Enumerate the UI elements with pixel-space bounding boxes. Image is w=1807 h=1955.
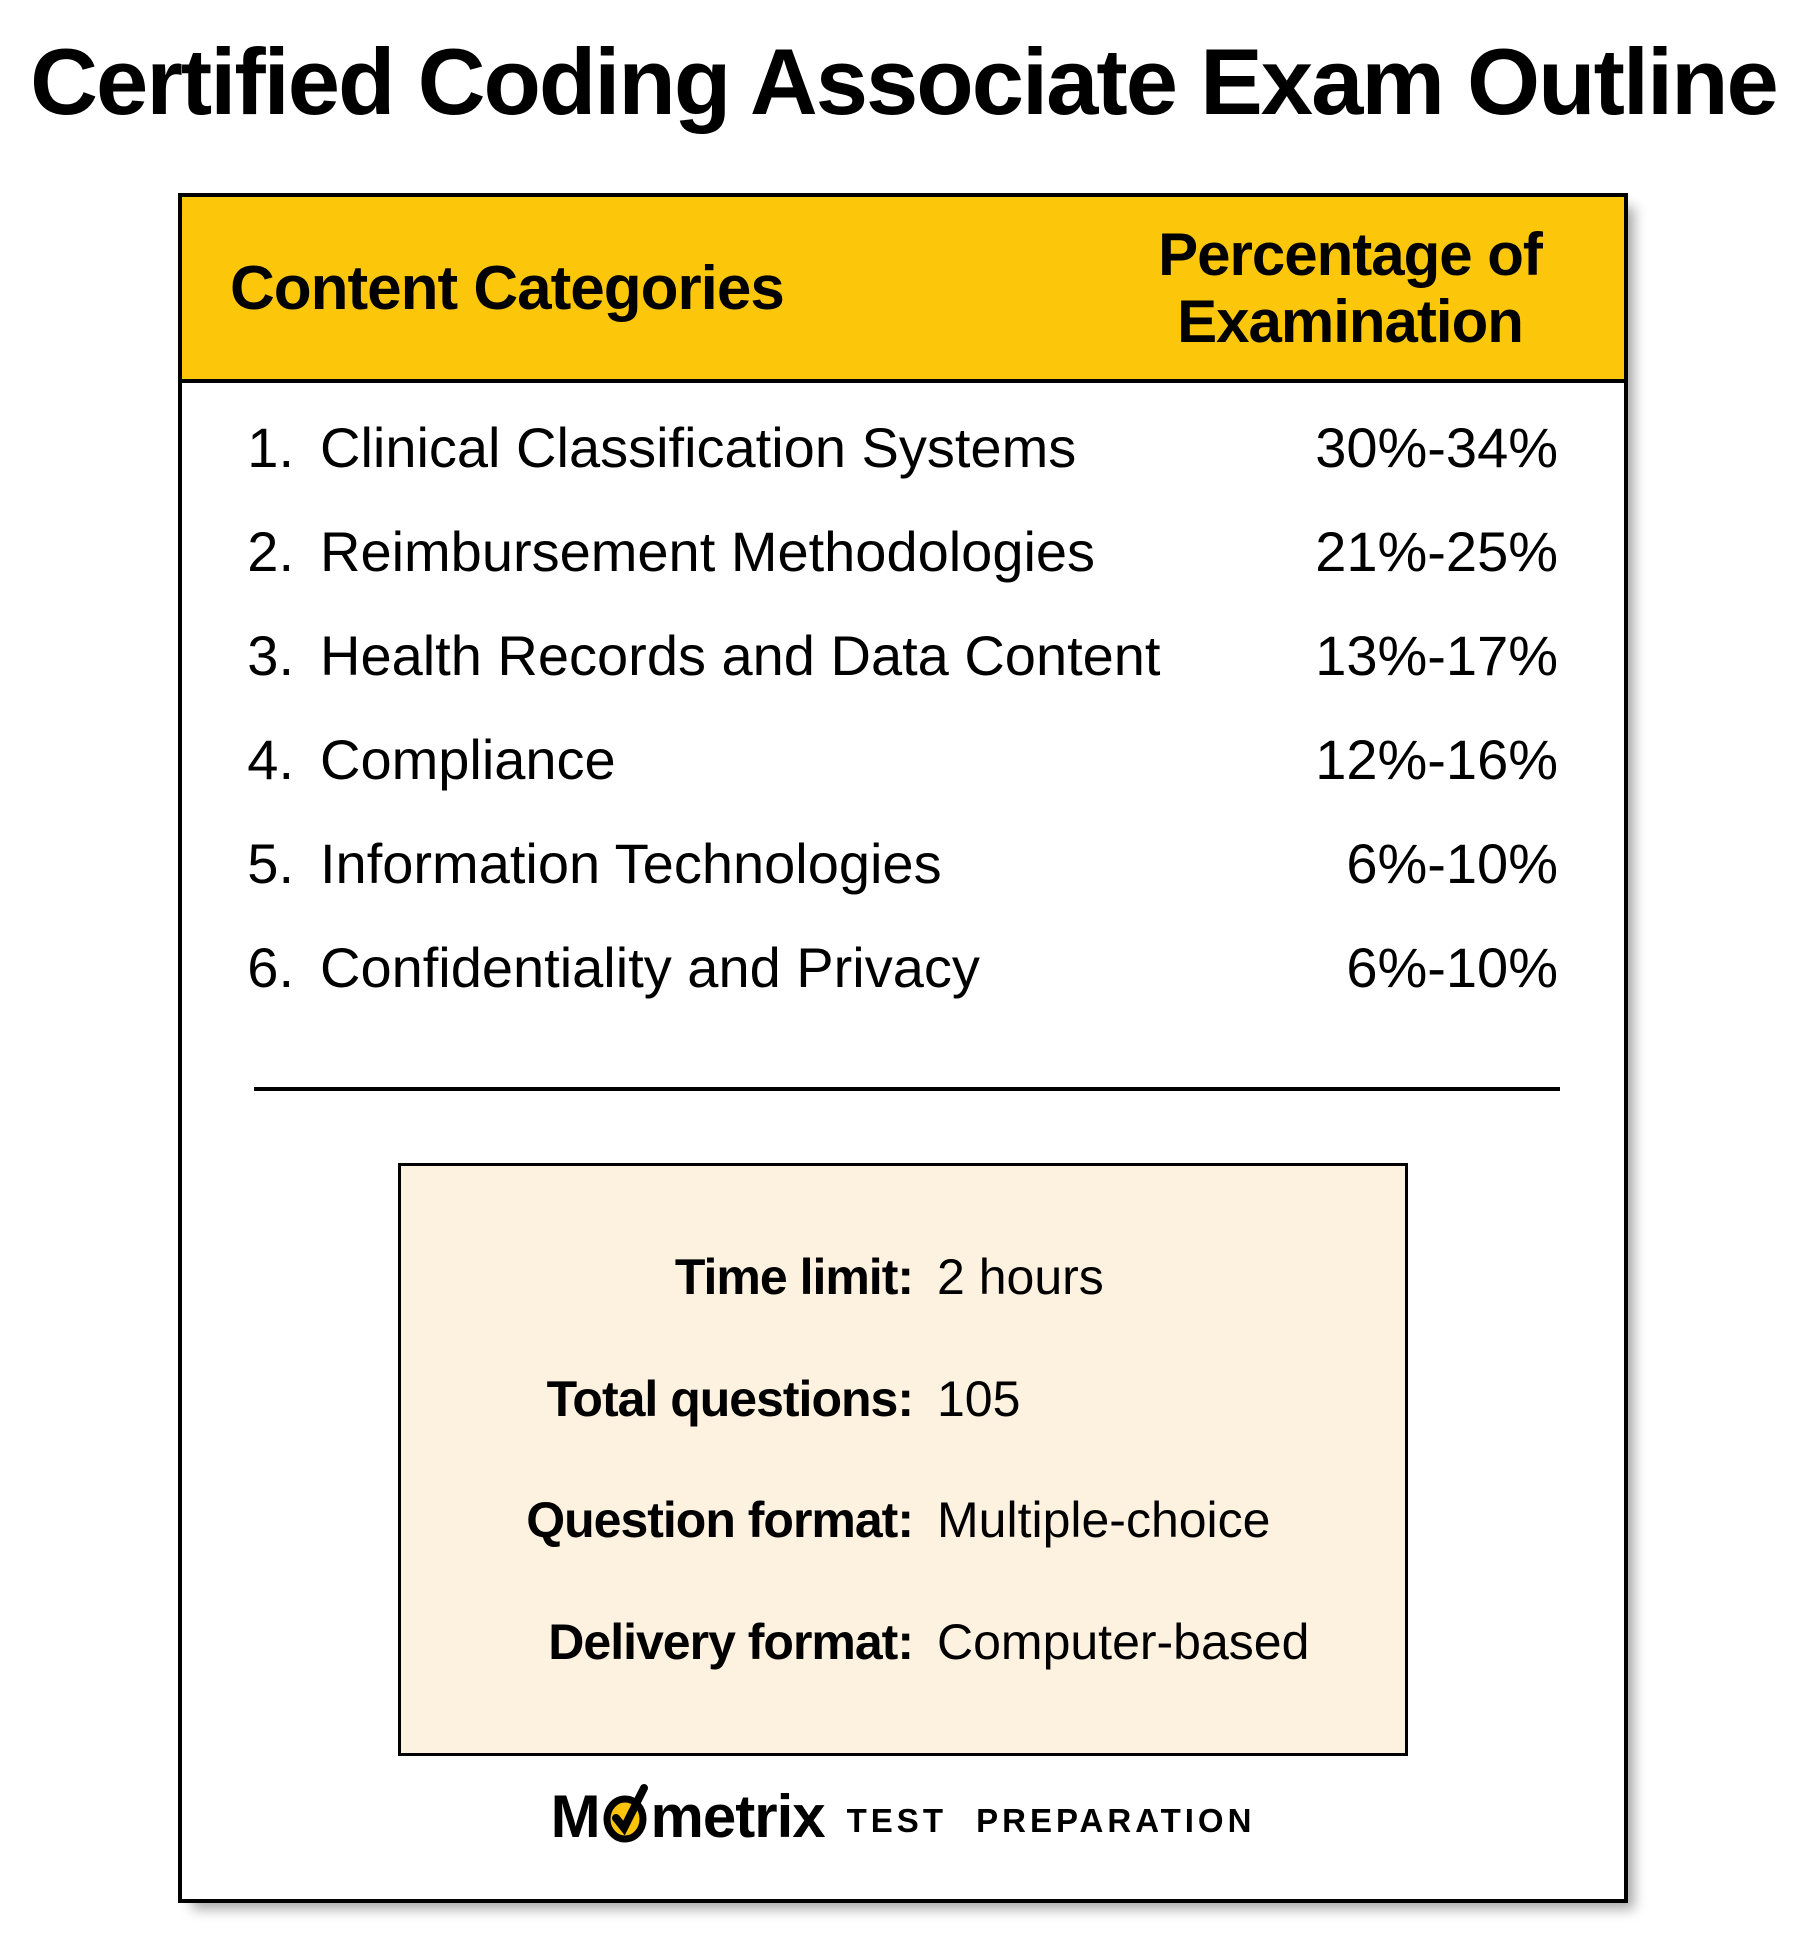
row-percentage: 6%-10% bbox=[1346, 936, 1558, 999]
page-title: Certified Coding Associate Exam Outline bbox=[30, 29, 1777, 134]
info-value: 105 bbox=[937, 1370, 1021, 1427]
info-value: Computer-based bbox=[937, 1614, 1310, 1671]
exam-info-box bbox=[398, 1163, 1408, 1756]
table-row bbox=[228, 623, 1558, 727]
category-list bbox=[182, 383, 1624, 1039]
info-row bbox=[401, 1370, 1405, 1428]
table-header bbox=[182, 197, 1624, 383]
logo-tagline: TEST PREPARATION bbox=[846, 1801, 1256, 1839]
table-row bbox=[228, 519, 1558, 623]
row-percentage: 13%-17% bbox=[1315, 624, 1558, 687]
exam-outline-table bbox=[178, 193, 1628, 1903]
percentage-header: Percentage of Examination bbox=[1158, 220, 1542, 355]
row-category: Information Technologies bbox=[320, 832, 942, 895]
table-row bbox=[228, 727, 1558, 831]
row-category: Health Records and Data Content bbox=[320, 624, 1161, 687]
row-percentage: 6%-10% bbox=[1346, 832, 1558, 895]
row-percentage: 30%-34% bbox=[1315, 416, 1558, 479]
brand-suffix: metrix bbox=[650, 1783, 825, 1850]
row-number: 5. bbox=[247, 832, 294, 895]
row-category: Reimbursement Methodologies bbox=[320, 520, 1096, 583]
info-label: Total questions: bbox=[546, 1370, 913, 1427]
info-label: Time limit: bbox=[674, 1248, 913, 1305]
row-number: 3. bbox=[247, 624, 294, 687]
info-label: Delivery format: bbox=[548, 1614, 913, 1671]
row-percentage: 12%-16% bbox=[1315, 728, 1558, 791]
mometrix-logo bbox=[182, 1782, 1624, 1851]
info-value: Multiple-choice bbox=[937, 1492, 1271, 1549]
row-category: Compliance bbox=[320, 728, 616, 791]
row-number: 1. bbox=[247, 416, 294, 479]
row-percentage: 21%-25% bbox=[1315, 520, 1558, 583]
brand-prefix: M bbox=[550, 1783, 600, 1850]
info-row bbox=[401, 1491, 1405, 1549]
row-number: 2. bbox=[247, 520, 294, 583]
section-divider bbox=[254, 1087, 1560, 1091]
row-category: Clinical Classification Systems bbox=[320, 416, 1077, 479]
mometrix-wordmark bbox=[551, 1782, 825, 1851]
info-label: Question format: bbox=[526, 1492, 913, 1549]
content-categories-header: Content Categories bbox=[230, 253, 784, 323]
info-row bbox=[401, 1613, 1405, 1671]
info-row bbox=[401, 1248, 1405, 1306]
table-row bbox=[228, 831, 1558, 935]
table-row bbox=[228, 935, 1558, 1039]
info-value: 2 hours bbox=[937, 1248, 1104, 1305]
mometrix-check-icon bbox=[602, 1782, 649, 1844]
row-category: Confidentiality and Privacy bbox=[320, 936, 980, 999]
table-row bbox=[228, 415, 1558, 519]
row-number: 6. bbox=[247, 936, 294, 999]
row-number: 4. bbox=[247, 728, 294, 791]
